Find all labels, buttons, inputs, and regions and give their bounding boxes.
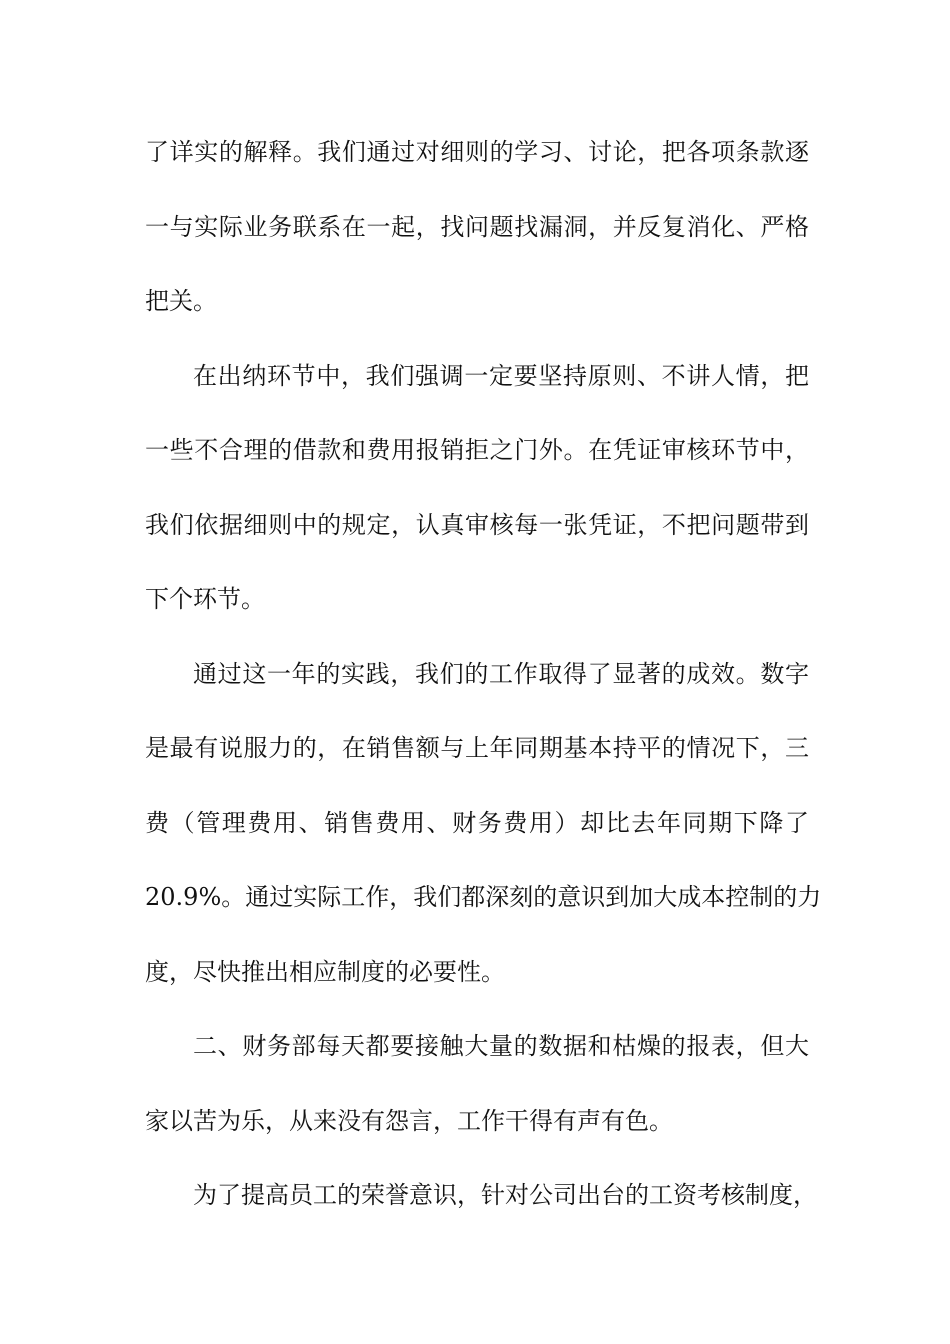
text-line: 为了提高员工的荣誉意识，针对公司出台的工资考核制度， <box>193 1181 817 1209</box>
text-line: 把关。 <box>145 287 217 315</box>
text-line: 一与实际业务联系在一起，找问题找漏洞，并反复消化、严格 <box>145 212 809 241</box>
text-line: 度，尽快推出相应制度的必要性。 <box>145 957 505 986</box>
text-line: 下个环节。 <box>145 585 265 613</box>
text-line: 20.9%。通过实际工作，我们都深刻的意识到加大成本控制的力 <box>145 883 822 911</box>
text-line: 家以苦为乐，从来没有怨言，工作干得有声有色。 <box>145 1106 673 1135</box>
text-line: 通过这一年的实践，我们的工作取得了显著的成效。数字 <box>193 659 809 688</box>
text-line: 我们依据细则中的规定，认真审核每一张凭证，不把问题带到 <box>145 510 809 539</box>
body-text <box>145 115 822 1233</box>
text-line: 是最有说服力的，在销售额与上年同期基本持平的情况下，三 <box>145 734 809 762</box>
text-line: 费（管理费用、销售费用、财务费用）却比去年同期下降了 <box>145 808 809 837</box>
text-line: 一些不合理的借款和费用报销拒之门外。在凭证审核环节中， <box>145 436 809 464</box>
text-line: 在出纳环节中，我们强调一定要坚持原则、不讲人情，把 <box>193 361 809 390</box>
text-line: 了详实的解释。我们通过对细则的学习、讨论，把各项条款逐 <box>145 138 809 166</box>
text-line: 二、财务部每天都要接触大量的数据和枯燥的报表，但大 <box>193 1032 809 1060</box>
